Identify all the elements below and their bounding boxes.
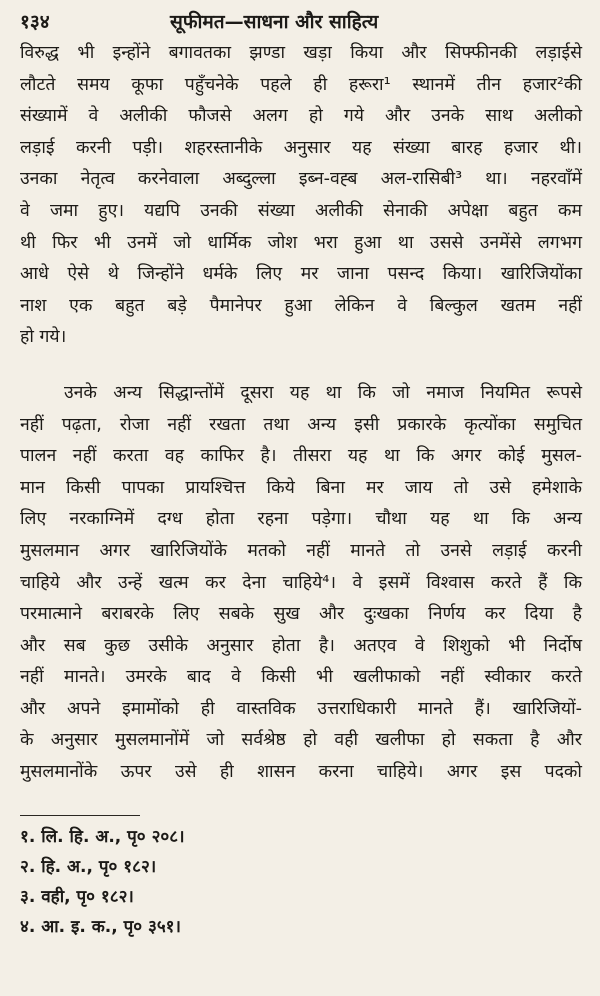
- text-line: पालन नहीं करता वह काफिर है। तीसरा यह था कि अगर कोई मुसल-: [20, 446, 582, 467]
- text-line: विरुद्ध भी इन्होंने बगावतका झण्डा खड़ा किया और सिफ्फीनकी लड़ाईसे: [20, 43, 582, 63]
- footnote: ३. वही, पृ० १८२।: [20, 886, 134, 907]
- footnote: १. लि. हि. अ., पृ० २०८।: [20, 826, 185, 847]
- footnote: २. हि. अ., पृ० १८२।: [20, 856, 157, 877]
- text-line: लड़ाई करनी पड़ी। शहरस्तानीके अनुसार यह संख्या बारह हजार थी।: [20, 137, 582, 158]
- text-line: आधे ऐसे थे जिन्होंने धर्मके लिए मर जाना पसन्द किया। खारिजियोंका: [20, 264, 582, 285]
- text-line: उनका नेतृत्व करनेवाला अब्दुल्ला इब्न-वह्ब अल-रासिबी³ था। नहरवाँमें: [20, 169, 582, 190]
- text-line: संख्यामें वे अलीकी फौजसे अलग हो गये और उनके साथ अलीको: [20, 106, 582, 127]
- text-line: नहीं मानते। उमरके बाद वे किसी भी खलीफाको नहीं स्वीकार करते: [20, 667, 582, 688]
- running-title: सूफीमत—साधना और साहित्य: [170, 11, 379, 33]
- paragraph-1: [20, 38, 582, 354]
- text-line: लौटते समय कूफा पहुँचनेके पहले ही हरूरा¹ स्थानमें तीन हजार²की: [20, 74, 582, 95]
- text-line: मुसलमान अगर खारिजियोंके मतको नहीं मानते तो उनसे लड़ाई करनी: [20, 540, 582, 561]
- text-line: और अपने इमामोंको ही वास्तविक उत्तराधिकारी मानते हैं। खारिजियों-: [20, 698, 582, 719]
- footnote: ४. आ. इ. क., पृ० ३५१।: [20, 916, 181, 937]
- text-line: हो गये।: [20, 327, 67, 348]
- text-line: वे जमा हुए। यद्यपि उनकी संख्या अलीकी सेनाकी अपेक्षा बहुत कम: [20, 200, 582, 221]
- text-line: चाहिये और उन्हें खत्म कर देना चाहिये⁴। वे इसमें विश्वास करते हैं कि: [20, 572, 582, 593]
- text-line: नहीं पढ़ता, रोजा नहीं रखता तथा अन्य इसी प्रकारके कृत्योंका समुचित: [20, 414, 582, 435]
- footnote-divider: [20, 815, 140, 816]
- text-line: उनके अन्य सिद्धान्तोंमें दूसरा यह था कि जो नमाज नियमित रूपसे: [64, 382, 582, 403]
- text-line: नाश एक बहुत बड़े पैमानेपर हुआ लेकिन वे बिल्कुल खतम नहीं: [20, 295, 582, 316]
- text-line: मुसलमानोंके ऊपर उसे ही शासन करना चाहिये। अगर इस पदको: [20, 762, 582, 783]
- page-number: १३४: [20, 11, 50, 33]
- footnotes: [20, 822, 582, 942]
- text-line: मान किसी पापका प्रायश्चित्त किये बिना मर जाय तो उसे हमेशाके: [20, 477, 582, 498]
- text-line: लिए नरकाग्निमें दग्ध होता रहना पड़ेगा। चौथा यह था कि अन्य: [20, 509, 582, 530]
- text-line: और सब कुछ उसीके अनुसार होता है। अतएव वे शिशुको भी निर्दोष: [20, 635, 582, 656]
- paragraph-2: [20, 378, 582, 789]
- text-line: परमात्माने बराबरके लिए सबके सुख और दुःखका निर्णय कर दिया है: [20, 604, 582, 625]
- text-line: के अनुसार मुसलमानोंमें जो सर्वश्रेष्ठ हो वही खलीफा हो सकता है और: [20, 730, 582, 751]
- page-header: [20, 8, 582, 38]
- text-line: थी फिर भी उनमें जो धार्मिक जोश भरा हुआ था उससे उनमेंसे लगभग: [20, 232, 582, 253]
